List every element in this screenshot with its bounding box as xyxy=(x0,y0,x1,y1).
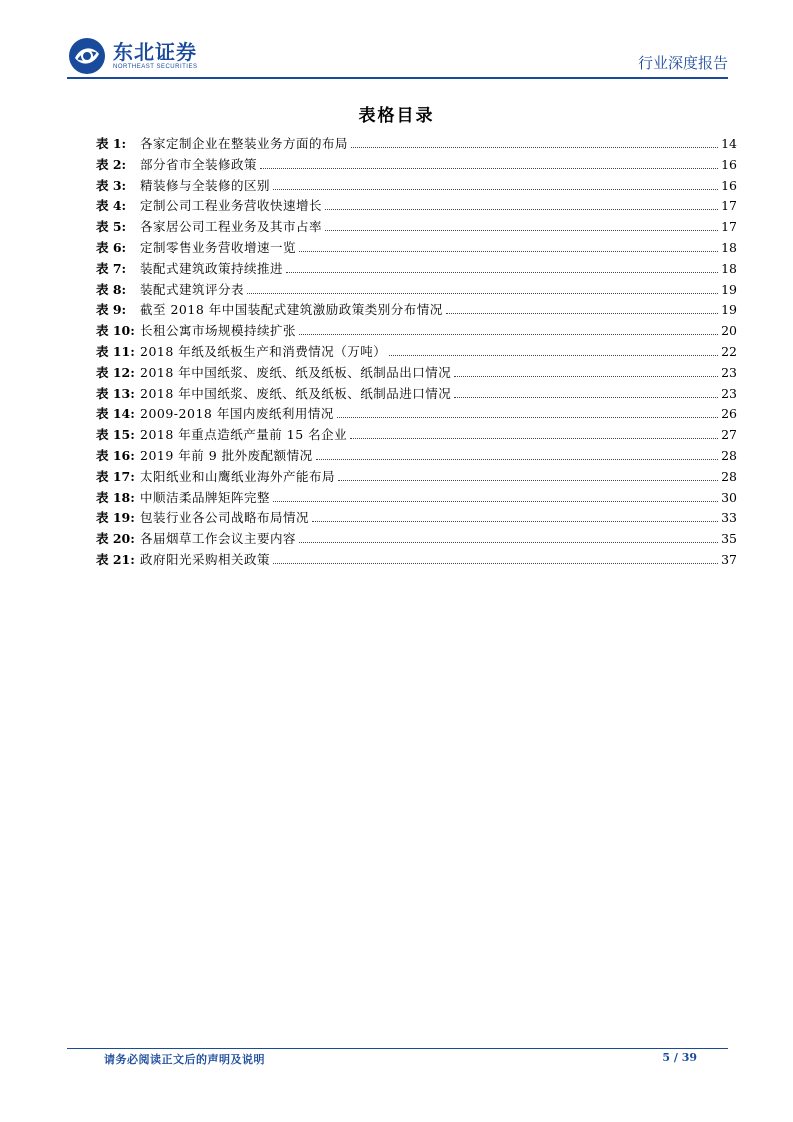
toc-entry-title: 截至 2018 年中国装配式建筑激励政策类别分布情况 xyxy=(140,302,443,318)
toc-leader-dots xyxy=(351,147,718,148)
northeast-securities-logo-icon xyxy=(67,36,107,76)
logo-chinese-name: 东北证券 xyxy=(113,40,197,64)
toc-entry-page: 20 xyxy=(721,323,737,339)
table-of-tables xyxy=(96,134,737,571)
toc-entry-page: 26 xyxy=(721,406,737,422)
toc-entry-label: 表 12: xyxy=(96,364,135,380)
toc-entry-label: 表 20: xyxy=(96,531,135,547)
toc-entry-page: 16 xyxy=(721,156,737,172)
toc-leader-dots xyxy=(325,230,718,231)
toc-entry[interactable] xyxy=(96,342,737,363)
toc-entry[interactable] xyxy=(96,508,737,529)
toc-entry-page: 22 xyxy=(721,343,737,359)
toc-leader-dots xyxy=(454,376,718,377)
toc-entry[interactable] xyxy=(96,134,737,155)
toc-leader-dots xyxy=(325,209,718,210)
toc-entry-title: 长租公寓市场规模持续扩张 xyxy=(140,323,297,339)
toc-entry-label: 表 13: xyxy=(96,385,135,401)
toc-entry-title: 包装行业各公司战略布局情况 xyxy=(140,510,310,526)
toc-entry-label: 表 18: xyxy=(96,489,135,505)
toc-entry-label: 表 16: xyxy=(96,447,135,463)
toc-entry[interactable] xyxy=(96,384,737,405)
toc-entry-page: 19 xyxy=(721,302,737,318)
toc-entry[interactable] xyxy=(96,529,737,550)
toc-entry-label: 表 9: xyxy=(96,302,127,318)
toc-leader-dots xyxy=(312,521,718,522)
toc-entry-page: 23 xyxy=(721,364,737,380)
toc-entry-title: 部分省市全装修政策 xyxy=(140,156,258,172)
toc-leader-dots xyxy=(338,480,718,481)
toc-entry-title: 各家居公司工程业务及其市占率 xyxy=(140,219,323,235)
toc-entry-page: 27 xyxy=(721,427,737,443)
toc-entry[interactable] xyxy=(96,196,737,217)
footer-divider xyxy=(67,1048,728,1049)
toc-entry-title: 定制零售业务营收增速一览 xyxy=(140,239,297,255)
toc-entry-title: 装配式建筑评分表 xyxy=(140,281,245,297)
toc-entry-label: 表 7: xyxy=(96,260,127,276)
toc-entry-page: 37 xyxy=(721,551,737,567)
toc-entry[interactable] xyxy=(96,217,737,238)
toc-leader-dots xyxy=(273,563,718,564)
toc-entry-page: 17 xyxy=(721,198,737,214)
toc-entry-page: 30 xyxy=(721,489,737,505)
company-logo xyxy=(67,36,197,76)
toc-entry-page: 19 xyxy=(721,281,737,297)
toc-entry-label: 表 14: xyxy=(96,406,135,422)
toc-leader-dots xyxy=(299,334,718,335)
toc-entry-label: 表 1: xyxy=(96,136,127,151)
toc-entry-title: 精装修与全装修的区别 xyxy=(140,177,271,193)
toc-title: 表格目录 xyxy=(358,106,435,126)
toc-entry[interactable] xyxy=(96,467,737,488)
toc-entry-title: 装配式建筑政策持续推进 xyxy=(140,260,284,276)
toc-entry-label: 表 5: xyxy=(96,219,127,235)
toc-entry-label: 表 19: xyxy=(96,510,135,526)
toc-entry-title: 2018 年纸及纸板生产和消费情况（万吨） xyxy=(140,343,387,359)
toc-entry[interactable] xyxy=(96,176,737,197)
header-divider xyxy=(67,77,728,79)
toc-entry-title: 2018 年中国纸浆、废纸、纸及纸板、纸制品出口情况 xyxy=(140,364,452,380)
toc-entry-page: 14 xyxy=(721,136,737,151)
toc-entry-title: 2018 年中国纸浆、废纸、纸及纸板、纸制品进口情况 xyxy=(140,385,452,401)
toc-entry[interactable] xyxy=(96,259,737,280)
toc-entry-title: 2019 年前 9 批外废配额情况 xyxy=(140,447,313,463)
toc-leader-dots xyxy=(286,272,718,273)
toc-entry-page: 35 xyxy=(721,531,737,547)
toc-entry[interactable] xyxy=(96,155,737,176)
toc-entry[interactable] xyxy=(96,550,737,571)
toc-entry-page: 18 xyxy=(721,260,737,276)
toc-entry-page: 17 xyxy=(721,219,737,235)
toc-entry-title: 2018 年重点造纸产量前 15 名企业 xyxy=(140,427,348,443)
toc-entry-label: 表 15: xyxy=(96,427,135,443)
toc-entry[interactable] xyxy=(96,363,737,384)
toc-leader-dots xyxy=(247,293,718,294)
toc-entry[interactable] xyxy=(96,404,737,425)
toc-leader-dots xyxy=(350,438,718,439)
toc-leader-dots xyxy=(316,459,718,460)
toc-entry-page: 33 xyxy=(721,510,737,526)
page-number: 5 / 39 xyxy=(662,1051,697,1064)
toc-entry-page: 16 xyxy=(721,177,737,193)
toc-entry-label: 表 6: xyxy=(96,239,127,255)
toc-entry[interactable] xyxy=(96,425,737,446)
toc-leader-dots xyxy=(389,355,718,356)
toc-entry[interactable] xyxy=(96,488,737,509)
toc-entry-label: 表 21: xyxy=(96,551,135,567)
toc-entry-label: 表 10: xyxy=(96,323,135,339)
toc-entry[interactable] xyxy=(96,446,737,467)
footer-disclaimer: 请务必阅读正文后的声明及说明 xyxy=(104,1053,265,1066)
toc-entry-title: 各届烟草工作会议主要内容 xyxy=(140,531,297,547)
logo-english-name: NORTHEAST SECURITIES xyxy=(113,64,198,70)
page-header xyxy=(67,30,728,78)
toc-entry[interactable] xyxy=(96,300,737,321)
toc-entry-label: 表 11: xyxy=(96,343,135,359)
toc-leader-dots xyxy=(260,168,718,169)
toc-entry[interactable] xyxy=(96,321,737,342)
toc-entry[interactable] xyxy=(96,280,737,301)
toc-entry-page: 23 xyxy=(721,385,737,401)
toc-entry-title: 定制公司工程业务营收快速增长 xyxy=(140,198,323,214)
toc-entry-title: 太阳纸业和山鹰纸业海外产能布局 xyxy=(140,468,336,484)
toc-entry-page: 18 xyxy=(721,239,737,255)
toc-leader-dots xyxy=(337,417,718,418)
toc-leader-dots xyxy=(299,542,718,543)
toc-entry-title: 2009-2018 年国内废纸利用情况 xyxy=(140,406,334,422)
toc-entry-label: 表 4: xyxy=(96,198,127,214)
toc-entry-title: 政府阳光采购相关政策 xyxy=(140,551,271,567)
toc-leader-dots xyxy=(446,313,718,314)
toc-entry[interactable] xyxy=(96,238,737,259)
toc-leader-dots xyxy=(273,189,718,190)
toc-entry-label: 表 2: xyxy=(96,156,127,172)
toc-leader-dots xyxy=(273,501,718,502)
toc-entry-label: 表 17: xyxy=(96,468,135,484)
toc-leader-dots xyxy=(454,397,718,398)
document-type: 行业深度报告 xyxy=(637,54,728,72)
toc-entry-title: 中顺洁柔品牌矩阵完整 xyxy=(140,489,271,505)
toc-leader-dots xyxy=(299,251,718,252)
toc-entry-title: 各家定制企业在整装业务方面的布局 xyxy=(140,136,349,151)
toc-entry-label: 表 3: xyxy=(96,177,127,193)
toc-entry-label: 表 8: xyxy=(96,281,127,297)
toc-entry-page: 28 xyxy=(721,447,737,463)
toc-entry-page: 28 xyxy=(721,468,737,484)
